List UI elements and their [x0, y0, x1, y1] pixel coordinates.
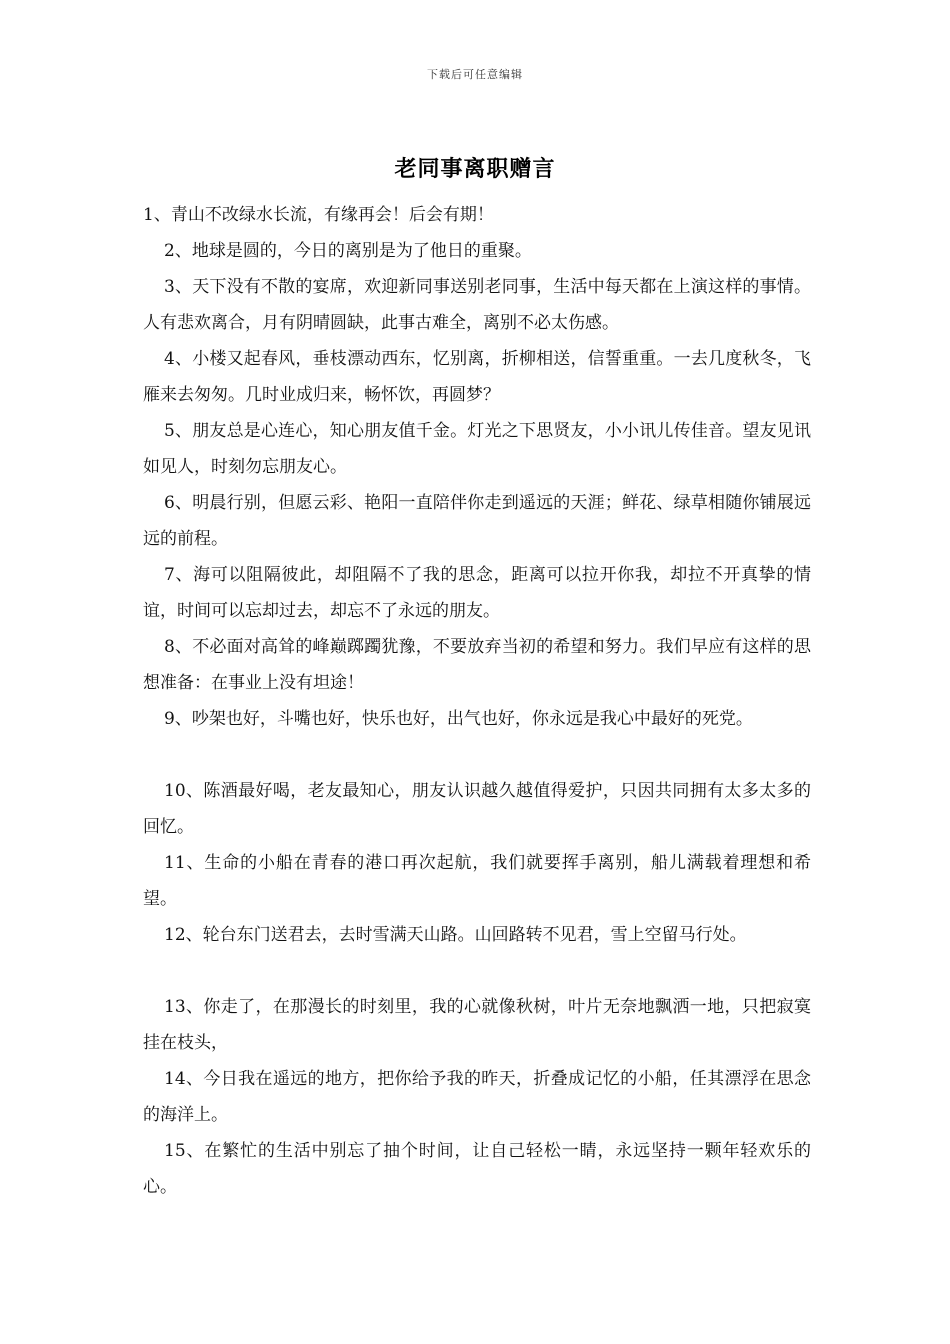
- document-body: [143, 197, 811, 1205]
- entry-10: 10、陈酒最好喝，老友最知心，朋友认识越久越值得爱护，只因共同拥有太多太多的回忆。: [143, 781, 811, 837]
- entry-9: 9、吵架也好，斗嘴也好，快乐也好，出气也好，你永远是我心中最好的死党。: [164, 709, 753, 729]
- entry-2: 2、地球是圆的，今日的离别是为了他日的重聚。: [164, 241, 532, 261]
- entry-11: 11、生命的小船在青春的港口再次起航，我们就要挥手离别，船儿满载着理想和希望。: [143, 853, 811, 909]
- entry-13: 13、你走了，在那漫长的时刻里，我的心就像秋树，叶片无奈地飘洒一地，只把寂寞挂在枝头，: [143, 997, 811, 1053]
- header-note: 下载后可任意编辑: [427, 68, 523, 81]
- entry-5: 5、朋友总是心连心，知心朋友值千金。灯光之下思贤友，小小讯儿传佳音。望友见讯如见人，时刻勿忘朋友心。: [143, 421, 811, 477]
- entry-12: 12、轮台东门送君去，去时雪满天山路。山回路转不见君，雪上空留马行处。: [164, 925, 747, 945]
- entry-7: 7、海可以阻隔彼此，却阻隔不了我的思念，距离可以拉开你我，却拉不开真挚的情谊，时间可以忘却过去，却忘不了永远的朋友。: [143, 565, 811, 621]
- page-title: 老同事离职赠言: [394, 156, 556, 182]
- entry-1: 1、青山不改绿水长流，有缘再会！后会有期！: [143, 205, 494, 225]
- entry-6: 6、明晨行别，但愿云彩、艳阳一直陪伴你走到遥远的天涯；鲜花、绿草相随你铺展远远的前程。: [143, 493, 811, 549]
- entry-8: 8、不必面对高耸的峰巅踯躅犹豫，不要放弃当初的希望和努力。我们早应有这样的思想准备：在事业上没有坦途！: [143, 637, 811, 693]
- entry-15: 15、在繁忙的生活中别忘了抽个时间，让自己轻松一睛，永远坚持一颗年轻欢乐的心。: [143, 1141, 811, 1197]
- entry-4: 4、小楼又起春风，垂枝漂动西东，忆别离，折柳相送，信誓重重。一去几度秋冬，飞雁来去匆匆。几时业成归来，畅怀饮，再圆梦？: [143, 349, 811, 405]
- entry-14: 14、今日我在遥远的地方，把你给予我的昨天，折叠成记忆的小船，任其漂浮在思念的海洋上。: [143, 1069, 811, 1125]
- entry-3: 3、天下没有不散的宴席，欢迎新同事送别老同事，生活中每天都在上演这样的事情。人有悲欢离合，月有阴晴圆缺，此事古难全，离别不必太伤感。: [143, 277, 811, 333]
